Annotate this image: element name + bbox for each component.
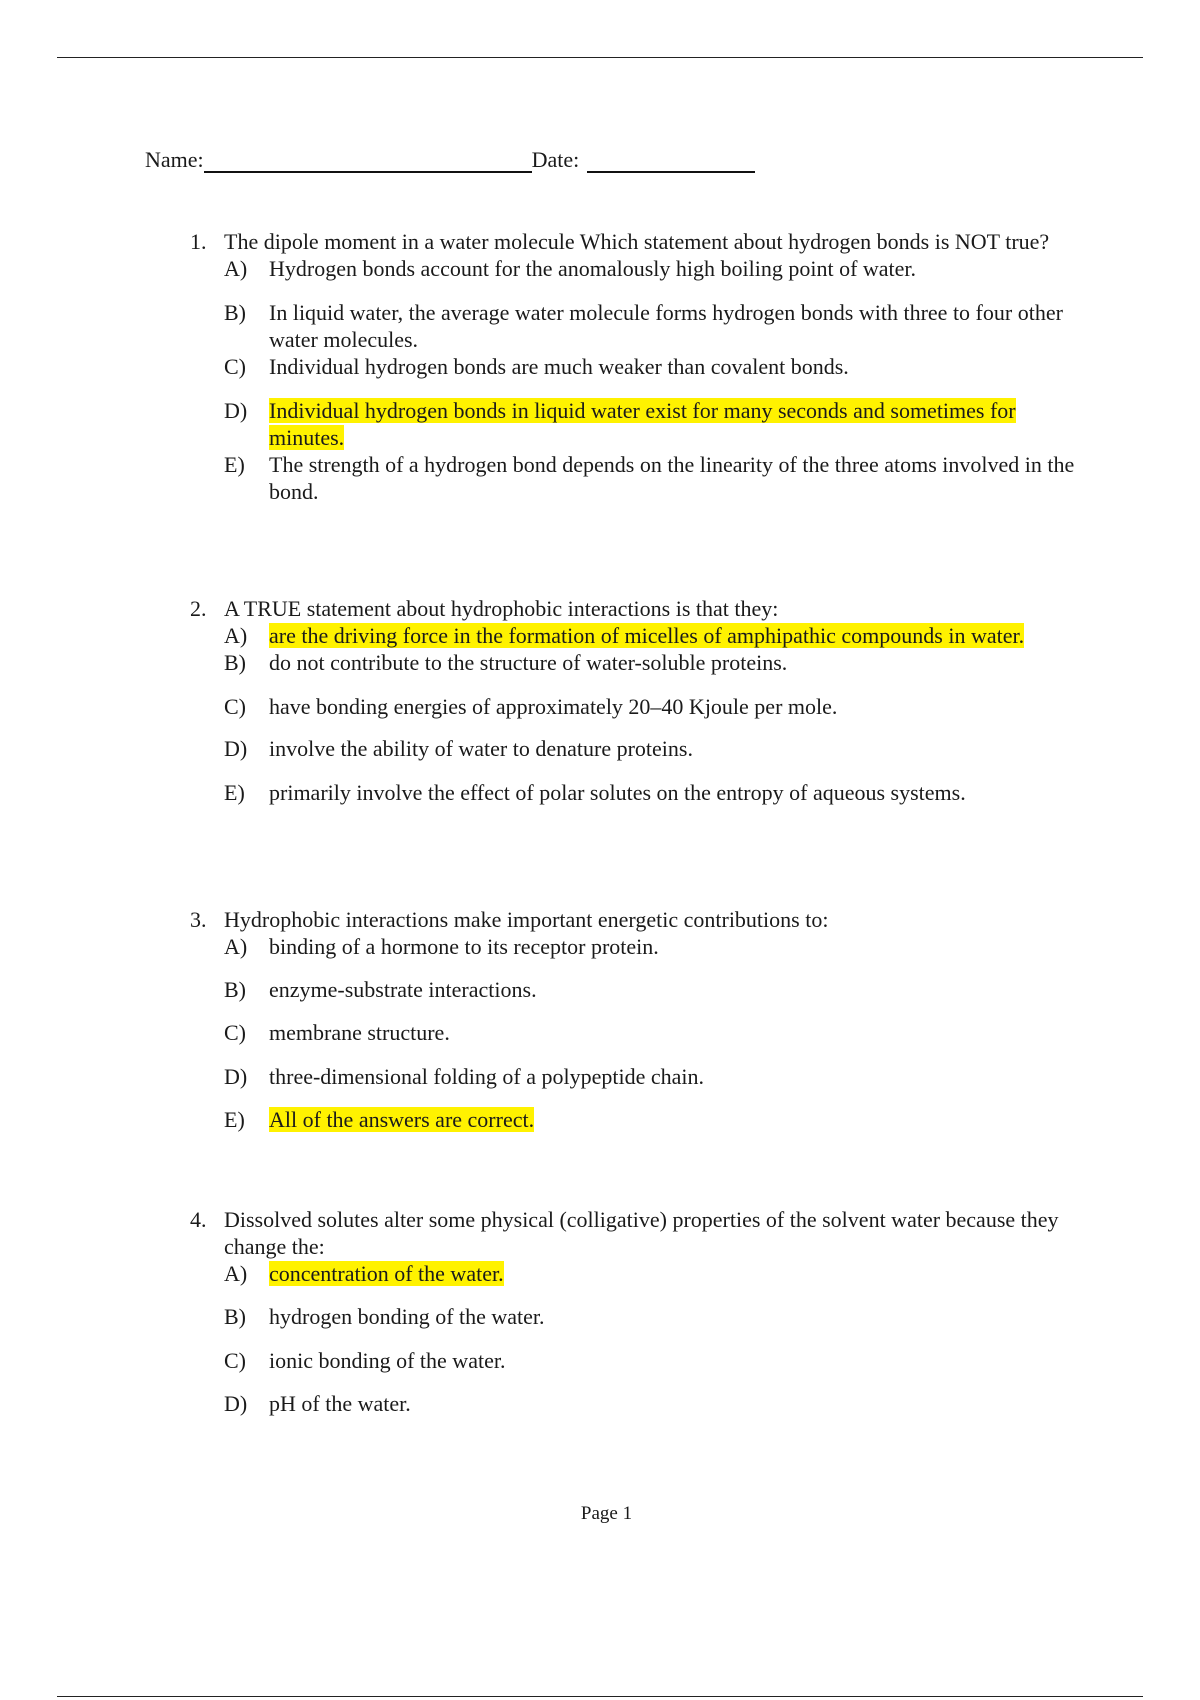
option-letter: B) — [224, 977, 246, 1002]
question-stem — [190, 228, 1090, 255]
option-letter: D) — [224, 736, 248, 761]
date-blank — [587, 147, 755, 173]
option-text: have bonding energies of approximately 20–40 Kjoule per mole. — [269, 694, 838, 719]
answer-option — [224, 735, 1090, 762]
option-text: enzyme-substrate interactions. — [269, 977, 537, 1002]
answer-options — [190, 255, 1090, 505]
answer-option-correct — [224, 397, 1090, 451]
top-rule — [57, 57, 1143, 58]
highlighted-answer: Individual hydrogen bonds in liquid water exist for many seconds and sometimes for minutes. — [269, 398, 1016, 450]
answer-option-correct — [224, 1260, 1090, 1287]
answer-options — [190, 622, 1090, 806]
question-text: Dissolved solutes alter some physical (colligative) properties of the solvent water because they change the: — [224, 1207, 1059, 1259]
option-letter: E) — [224, 452, 245, 477]
option-text: membrane structure. — [269, 1020, 450, 1045]
option-text: involve the ability of water to denature proteins. — [269, 736, 693, 761]
answer-options — [190, 1260, 1090, 1417]
option-text: The strength of a hydrogen bond depends on the linearity of the three atoms involved in the bond. — [269, 452, 1075, 504]
question-text: Hydrophobic interactions make important energetic contributions to: — [224, 907, 829, 932]
question-text: The dipole moment in a water molecule Which statement about hydrogen bonds is NOT true? — [224, 229, 1050, 254]
option-letter: A) — [224, 934, 248, 959]
option-letter: D) — [224, 398, 248, 423]
option-letter: D) — [224, 1064, 248, 1089]
option-text: ionic bonding of the water. — [269, 1348, 506, 1373]
question-1 — [190, 228, 1090, 505]
question-number: 3. — [190, 907, 207, 932]
option-text: Individual hydrogen bonds are much weaker than covalent bonds. — [269, 354, 849, 379]
question-2 — [190, 595, 1090, 806]
answer-option-correct — [224, 622, 1090, 649]
answer-option — [224, 976, 1090, 1003]
question-stem — [190, 906, 1090, 933]
answer-option — [224, 451, 1090, 505]
option-letter: A) — [224, 1261, 248, 1286]
question-stem — [190, 1206, 1090, 1260]
option-letter: E) — [224, 780, 245, 805]
bottom-rule — [57, 1696, 1143, 1697]
highlighted-answer: All of the answers are correct. — [269, 1107, 535, 1132]
answer-option — [224, 693, 1090, 720]
option-letter: C) — [224, 1020, 246, 1045]
option-text: hydrogen bonding of the water. — [269, 1304, 545, 1329]
option-letter: C) — [224, 1348, 246, 1373]
question-4 — [190, 1206, 1090, 1417]
question-stem — [190, 595, 1090, 622]
answer-option — [224, 1019, 1090, 1046]
option-letter: E) — [224, 1107, 245, 1132]
option-letter: B) — [224, 650, 246, 675]
question-number: 1. — [190, 229, 207, 254]
option-letter: C) — [224, 354, 246, 379]
answer-option-correct — [224, 1106, 1090, 1133]
option-text: three-dimensional folding of a polypeptide chain. — [269, 1064, 704, 1089]
name-date-header — [145, 143, 755, 173]
answer-option — [224, 1303, 1090, 1330]
answer-option — [224, 649, 1090, 676]
name-blank — [204, 147, 532, 173]
option-text: Hydrogen bonds account for the anomalously high boiling point of water. — [269, 256, 917, 281]
answer-option — [224, 299, 1090, 353]
highlighted-answer: concentration of the water. — [269, 1261, 504, 1286]
answer-option — [224, 1063, 1090, 1090]
question-3 — [190, 906, 1090, 1133]
answer-option — [224, 1390, 1090, 1417]
option-letter: D) — [224, 1391, 248, 1416]
answer-option — [224, 353, 1090, 380]
option-text: pH of the water. — [269, 1391, 411, 1416]
option-text: primarily involve the effect of polar solutes on the entropy of aqueous systems. — [269, 780, 966, 805]
highlighted-answer: are the driving force in the formation of micelles of amphipathic compounds in water. — [269, 623, 1025, 648]
answer-option — [224, 779, 1090, 806]
option-text: In liquid water, the average water molecule forms hydrogen bonds with three to four other water molecules. — [269, 300, 1063, 352]
option-text: do not contribute to the structure of water-soluble proteins. — [269, 650, 788, 675]
option-letter: B) — [224, 300, 246, 325]
date-label: Date: — [531, 147, 580, 172]
answer-options — [190, 933, 1090, 1133]
answer-option — [224, 1347, 1090, 1374]
option-letter: B) — [224, 1304, 246, 1329]
option-letter: A) — [224, 256, 248, 281]
answer-option — [224, 933, 1090, 960]
option-letter: C) — [224, 694, 246, 719]
question-number: 2. — [190, 596, 207, 621]
page-number: Page 1 — [580, 1503, 633, 1524]
option-text: binding of a hormone to its receptor protein. — [269, 934, 659, 959]
question-text: A TRUE statement about hydrophobic interactions is that they: — [224, 596, 779, 621]
answer-option — [224, 255, 1090, 282]
name-label: Name: — [145, 147, 204, 172]
option-letter: A) — [224, 623, 248, 648]
question-number: 4. — [190, 1207, 207, 1232]
